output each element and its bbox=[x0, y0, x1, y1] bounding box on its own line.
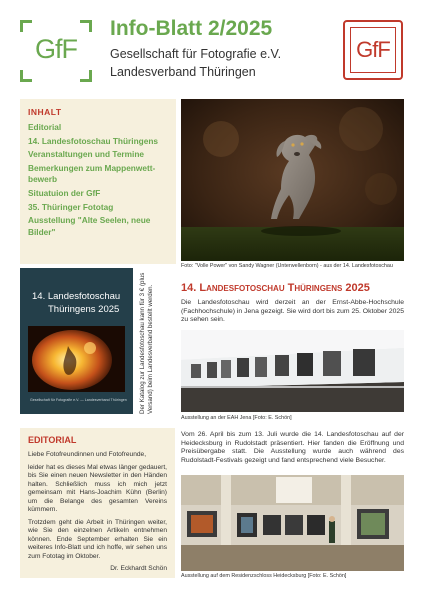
editorial-box bbox=[20, 428, 175, 578]
section-paragraph-1: Die Landesfotoschau wird derzeit an der Ernst-Abbe-Hochschule (Fachhochschule) in Jena gezeigt. Sie wird dort bis zum 25. Oktober 2025 zu sehen sein. bbox=[181, 299, 404, 324]
cover-title-2: Thüringens 2025 bbox=[48, 304, 120, 315]
toc-item-portfolio-competition[interactable]: Bemerkungen zum Mappenwett-bewerb bbox=[28, 162, 156, 185]
gff-logo-left bbox=[20, 20, 92, 82]
editorial-greeting: Liebe Fotofreundinnen und Fotofreunde, bbox=[28, 451, 147, 458]
dog-photo bbox=[181, 99, 404, 261]
cover-title-1: 14. Landesfotoschau bbox=[32, 291, 121, 302]
regional-association: Landesverband Thüringen bbox=[110, 65, 256, 79]
toc-item-events[interactable]: Veranstaltungen und Termine bbox=[28, 149, 145, 160]
organization-name: Gesellschaft für Fotografie e.V. bbox=[110, 47, 282, 61]
toc-heading: INHALT bbox=[28, 107, 62, 117]
hall-photo-heidecksburg bbox=[181, 475, 404, 571]
toc-item-fototag[interactable]: 35. Thüringer Fototag bbox=[28, 201, 114, 212]
catalog-cover[interactable] bbox=[20, 268, 133, 414]
hall-caption: Ausstellung auf dem Residenzschloss Heidecksburg [Foto: E. Schön] bbox=[181, 573, 347, 579]
toc-item-gff-situation[interactable]: Situatuion der GfF bbox=[28, 187, 101, 198]
dog-photo-caption: Foto: "Volle Power" von Sandy Wagner (Unterwellenborn) - aus der 14. Landesfotoschau bbox=[181, 263, 393, 269]
table-of-contents bbox=[20, 99, 176, 264]
logo-right-text: GfF bbox=[356, 37, 390, 62]
page-title: Info-Blatt 2/2025 bbox=[110, 17, 273, 40]
section-heading-landesfotoschau: 14. Landesfotoschau Thüringens 2025 bbox=[181, 282, 370, 294]
gff-logo-right bbox=[343, 20, 403, 80]
logo-left-text: GfF bbox=[35, 34, 77, 64]
toc-item-landesfotoschau[interactable]: 14. Landesfotoschau Thüringens bbox=[28, 135, 159, 146]
toc-item-editorial[interactable]: Editorial bbox=[28, 122, 62, 132]
section-paragraph-2: Vom 26. April bis zum 13. Juli wurde die 14. Landesfotoschau auf der Heidecksburg in Rudolstadt präsentiert. Hier fanden die Eröffnung und Preisübergabe statt. Die Ausstellung wurde auch während des Rudolstadt-Festivals gezeigt und fand entsprechend viele Besucher. bbox=[181, 431, 404, 464]
cover-fire-image bbox=[28, 326, 125, 392]
gallery-photo-jena bbox=[181, 330, 404, 412]
editorial-heading: EDITORIAL bbox=[28, 435, 77, 445]
cover-footer: Gesellschaft für Fotografie e.V. — Landesverband Thüringen bbox=[30, 398, 127, 402]
catalog-order-note bbox=[135, 268, 175, 414]
toc-item-exhibition[interactable]: Ausstellung "Alte Seelen, neue Bilder" bbox=[28, 215, 151, 237]
gallery-caption: Ausstellung an der EAH Jena [Foto: E. Schön] bbox=[181, 415, 292, 421]
editorial-paragraph-1: leider hat es dieses Mal etwas länger gedauert, bis Sie einen neuen Newsletter in den Händen halten. Schließlich muss ich mich jetzt gemeinsam mit Hans-Joachim Kühn (Berlin) um die Belange des gesamten Vereins kümmern. bbox=[28, 463, 167, 513]
catalog-order-text: Der Katalog zur Landesfotoschau kann für 3 € (plus Versand) beim Landesverband bestellt werden. bbox=[139, 272, 154, 414]
editorial-paragraph-2: Trotzdem geht die Arbeit in Thüringen weiter, wie Sie den einzelnen Artikeln entnehmen können. Ende September erhalten Sie ein weiteres Info-Blatt und ich hoffe, wir sehen uns zum Fototag im Oktober. bbox=[28, 518, 167, 560]
editorial-signature: Dr. Eckhardt Schön bbox=[110, 565, 167, 572]
